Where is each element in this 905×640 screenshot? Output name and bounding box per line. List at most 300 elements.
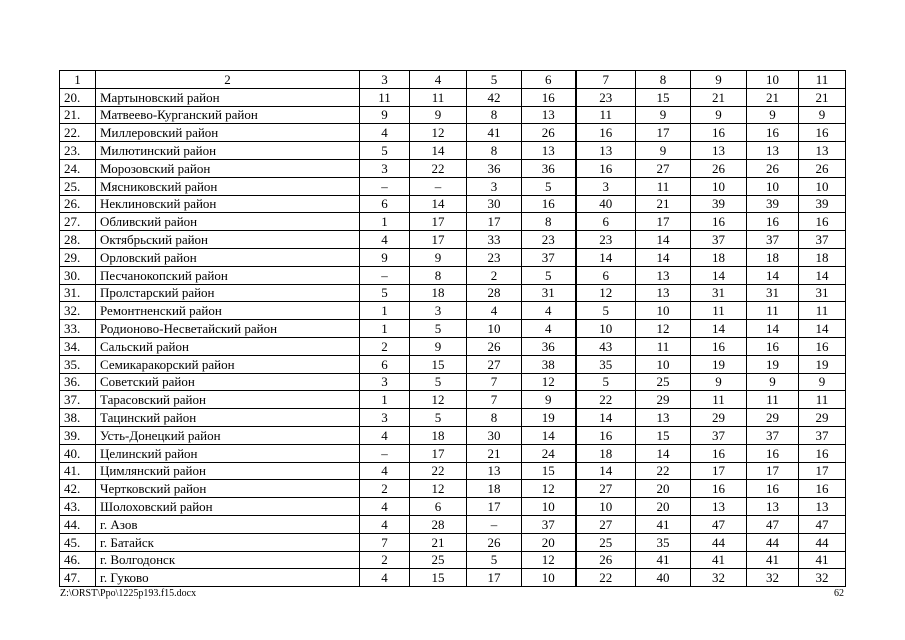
value-cell: 4 [522,320,576,338]
value-cell: 21 [410,533,467,551]
value-cell: 16 [576,159,636,177]
district-name-cell: Шолоховский район [96,498,360,516]
value-cell: 5 [467,551,522,569]
value-cell: 8 [467,106,522,124]
value-cell: 30 [467,195,522,213]
value-cell: 4 [360,569,410,587]
row-number-cell: 36. [60,373,96,391]
value-cell: 3 [576,177,636,195]
value-cell: 31 [799,284,846,302]
value-cell: 10 [747,177,799,195]
value-cell: 10 [636,302,691,320]
footer-file-path: Z:\ORST\Ppo\1225p193.f15.docx [60,588,197,599]
value-cell: 16 [747,444,799,462]
district-name-cell: Цимлянский район [96,462,360,480]
value-cell: 30 [467,426,522,444]
value-cell: 17 [467,569,522,587]
value-cell: 13 [522,142,576,160]
row-number-cell: 44. [60,515,96,533]
value-cell: 12 [522,480,576,498]
value-cell: 2 [360,480,410,498]
value-cell: 41 [691,551,747,569]
value-cell: 40 [576,195,636,213]
table-row [60,337,846,355]
value-cell: 9 [799,106,846,124]
value-cell: 23 [576,88,636,106]
value-cell: 14 [799,320,846,338]
value-cell: 25 [410,551,467,569]
value-cell: 8 [522,213,576,231]
value-cell: 16 [576,124,636,142]
value-cell: 14 [576,248,636,266]
value-cell: 10 [691,177,747,195]
header-cell: 5 [467,71,522,89]
district-name-cell: Милютинский район [96,142,360,160]
value-cell: 9 [747,106,799,124]
value-cell: 11 [799,302,846,320]
row-number-cell: 45. [60,533,96,551]
value-cell: 13 [576,142,636,160]
value-cell: 13 [747,142,799,160]
value-cell: 10 [636,355,691,373]
value-cell: 41 [636,551,691,569]
value-cell: – [467,515,522,533]
page-number: 62 [834,588,844,599]
value-cell: 22 [410,462,467,480]
value-cell: 12 [522,551,576,569]
value-cell: 6 [576,266,636,284]
district-name-cell: Песчанокопский район [96,266,360,284]
value-cell: 32 [799,569,846,587]
value-cell: 20 [636,498,691,516]
value-cell: 36 [522,159,576,177]
value-cell: 8 [410,266,467,284]
value-cell: 15 [636,426,691,444]
district-name-cell: Пролстарский район [96,284,360,302]
value-cell: 10 [522,498,576,516]
district-name-cell: Родионово-Несветайский район [96,320,360,338]
value-cell: 17 [467,213,522,231]
value-cell: 4 [360,515,410,533]
value-cell: 11 [636,337,691,355]
value-cell: 13 [636,284,691,302]
value-cell: 3 [360,409,410,427]
value-cell: 29 [799,409,846,427]
value-cell: 3 [360,159,410,177]
row-number-cell: 22. [60,124,96,142]
value-cell: 14 [576,462,636,480]
value-cell: 9 [522,391,576,409]
district-name-cell: Сальский район [96,337,360,355]
value-cell: 11 [410,88,467,106]
value-cell: 15 [410,569,467,587]
row-number-cell: 31. [60,284,96,302]
value-cell: 13 [691,142,747,160]
value-cell: 13 [691,498,747,516]
value-cell: 16 [747,213,799,231]
row-number-cell: 35. [60,355,96,373]
value-cell: 29 [747,409,799,427]
value-cell: 9 [636,106,691,124]
value-cell: 9 [691,106,747,124]
value-cell: 7 [467,391,522,409]
table-row [60,444,846,462]
header-cell: 7 [576,71,636,89]
value-cell: 33 [467,231,522,249]
district-name-cell: Советский район [96,373,360,391]
district-name-cell: Семикаракорский район [96,355,360,373]
value-cell: 15 [522,462,576,480]
value-cell: 44 [691,533,747,551]
value-cell: 9 [410,248,467,266]
district-name-cell: Мясниковский район [96,177,360,195]
value-cell: 37 [747,231,799,249]
value-cell: 11 [799,391,846,409]
value-cell: 18 [576,444,636,462]
district-name-cell: г. Батайск [96,533,360,551]
header-cell: 4 [410,71,467,89]
table-body [60,71,846,587]
table-row [60,177,846,195]
value-cell: 5 [360,284,410,302]
value-cell: 16 [691,124,747,142]
value-cell: 13 [747,498,799,516]
value-cell: 35 [576,355,636,373]
value-cell: 14 [799,266,846,284]
district-name-cell: Миллеровский район [96,124,360,142]
value-cell: 18 [410,284,467,302]
value-cell: 10 [799,177,846,195]
value-cell: 12 [522,373,576,391]
value-cell: 14 [691,320,747,338]
value-cell: 25 [636,373,691,391]
value-cell: 11 [691,302,747,320]
value-cell: 18 [410,426,467,444]
value-cell: 42 [467,88,522,106]
row-number-cell: 30. [60,266,96,284]
value-cell: 16 [691,444,747,462]
value-cell: 37 [522,248,576,266]
value-cell: 41 [636,515,691,533]
value-cell: 17 [410,213,467,231]
district-name-cell: Тацинский район [96,409,360,427]
value-cell: 17 [467,498,522,516]
value-cell: 8 [467,142,522,160]
value-cell: 27 [636,159,691,177]
table-row [60,106,846,124]
value-cell: 5 [522,266,576,284]
header-cell: 11 [799,71,846,89]
value-cell: 1 [360,302,410,320]
value-cell: 14 [691,266,747,284]
value-cell: 14 [747,266,799,284]
table-header-row [60,71,846,89]
value-cell: 19 [691,355,747,373]
value-cell: 16 [691,480,747,498]
value-cell: 11 [747,391,799,409]
value-cell: 43 [576,337,636,355]
value-cell: 14 [576,409,636,427]
district-name-cell: Морозовский район [96,159,360,177]
table-row [60,124,846,142]
value-cell: 13 [636,266,691,284]
value-cell: 23 [522,231,576,249]
value-cell: 11 [747,302,799,320]
value-cell: 36 [522,337,576,355]
value-cell: 14 [522,426,576,444]
value-cell: 32 [747,569,799,587]
value-cell: 5 [522,177,576,195]
value-cell: 4 [360,231,410,249]
value-cell: 26 [576,551,636,569]
value-cell: 17 [636,124,691,142]
row-number-cell: 26. [60,195,96,213]
value-cell: 6 [410,498,467,516]
value-cell: 21 [691,88,747,106]
value-cell: 44 [747,533,799,551]
value-cell: 5 [410,409,467,427]
table-row [60,195,846,213]
row-number-cell: 37. [60,391,96,409]
value-cell: 22 [576,391,636,409]
value-cell: 26 [747,159,799,177]
value-cell: 4 [360,426,410,444]
value-cell: 37 [747,426,799,444]
value-cell: 24 [522,444,576,462]
value-cell: 37 [691,231,747,249]
value-cell: 31 [747,284,799,302]
value-cell: 12 [410,124,467,142]
value-cell: 3 [360,373,410,391]
value-cell: 37 [522,515,576,533]
value-cell: 16 [799,337,846,355]
value-cell: 12 [576,284,636,302]
value-cell: 10 [576,320,636,338]
value-cell: 4 [360,124,410,142]
row-number-cell: 40. [60,444,96,462]
value-cell: 21 [747,88,799,106]
value-cell: 2 [360,551,410,569]
row-number-cell: 20. [60,88,96,106]
value-cell: 14 [410,142,467,160]
table-row [60,462,846,480]
row-number-cell: 41. [60,462,96,480]
row-number-cell: 33. [60,320,96,338]
value-cell: 47 [691,515,747,533]
value-cell: 9 [691,373,747,391]
district-name-cell: Обливский район [96,213,360,231]
value-cell: 9 [410,337,467,355]
value-cell: 13 [799,142,846,160]
value-cell: 19 [747,355,799,373]
value-cell: 10 [576,498,636,516]
value-cell: 31 [691,284,747,302]
value-cell: 26 [522,124,576,142]
district-name-cell: Мартыновский район [96,88,360,106]
value-cell: 6 [360,355,410,373]
value-cell: 37 [799,231,846,249]
value-cell: 17 [636,213,691,231]
header-cell: 8 [636,71,691,89]
value-cell: 16 [576,426,636,444]
value-cell: 16 [747,124,799,142]
value-cell: 44 [799,533,846,551]
value-cell: 11 [636,177,691,195]
value-cell: 1 [360,213,410,231]
value-cell: 6 [360,195,410,213]
value-cell: 37 [691,426,747,444]
value-cell: 7 [467,373,522,391]
value-cell: 12 [410,391,467,409]
value-cell: 22 [576,569,636,587]
table-row [60,355,846,373]
value-cell: 9 [360,106,410,124]
table-row [60,159,846,177]
header-cell: 3 [360,71,410,89]
row-number-cell: 25. [60,177,96,195]
value-cell: 9 [636,142,691,160]
value-cell: 15 [636,88,691,106]
value-cell: – [410,177,467,195]
value-cell: 26 [467,533,522,551]
value-cell: 18 [799,248,846,266]
table-row [60,302,846,320]
header-cell: 9 [691,71,747,89]
value-cell: 16 [747,480,799,498]
value-cell: 9 [360,248,410,266]
value-cell: 4 [467,302,522,320]
value-cell: 10 [467,320,522,338]
value-cell: 13 [522,106,576,124]
row-number-cell: 42. [60,480,96,498]
row-number-cell: 47. [60,569,96,587]
value-cell: 16 [799,213,846,231]
value-cell: 20 [636,480,691,498]
value-cell: 17 [410,444,467,462]
row-number-cell: 39. [60,426,96,444]
value-cell: 2 [467,266,522,284]
value-cell: 28 [410,515,467,533]
table-row [60,515,846,533]
value-cell: 32 [691,569,747,587]
table-row [60,88,846,106]
value-cell: 16 [691,213,747,231]
value-cell: 14 [747,320,799,338]
value-cell: 17 [747,462,799,480]
value-cell: – [360,177,410,195]
district-name-cell: Целинский район [96,444,360,462]
value-cell: 13 [467,462,522,480]
value-cell: – [360,444,410,462]
row-number-cell: 46. [60,551,96,569]
row-number-cell: 34. [60,337,96,355]
value-cell: 14 [636,444,691,462]
value-cell: 47 [799,515,846,533]
value-cell: 13 [799,498,846,516]
value-cell: 26 [467,337,522,355]
value-cell: 17 [410,231,467,249]
value-cell: 25 [576,533,636,551]
value-cell: 28 [467,284,522,302]
value-cell: 16 [691,337,747,355]
value-cell: 35 [636,533,691,551]
value-cell: 22 [636,462,691,480]
value-cell: 16 [522,88,576,106]
value-cell: 47 [747,515,799,533]
value-cell: 14 [410,195,467,213]
table-row [60,284,846,302]
value-cell: 21 [467,444,522,462]
district-name-cell: Матвеево-Курганский район [96,106,360,124]
row-number-cell: 43. [60,498,96,516]
value-cell: 27 [467,355,522,373]
table-row [60,533,846,551]
value-cell: 36 [467,159,522,177]
table-row [60,231,846,249]
value-cell: 31 [522,284,576,302]
value-cell: 38 [522,355,576,373]
table-row [60,213,846,231]
row-number-cell: 32. [60,302,96,320]
row-number-cell: 28. [60,231,96,249]
value-cell: 15 [410,355,467,373]
value-cell: 39 [691,195,747,213]
value-cell: 9 [747,373,799,391]
value-cell: 16 [799,480,846,498]
value-cell: 41 [799,551,846,569]
value-cell: 37 [799,426,846,444]
table-row [60,409,846,427]
value-cell: 12 [636,320,691,338]
value-cell: 14 [636,248,691,266]
value-cell: 41 [747,551,799,569]
table-row [60,426,846,444]
table-row [60,480,846,498]
value-cell: 17 [799,462,846,480]
row-number-cell: 24. [60,159,96,177]
value-cell: 19 [522,409,576,427]
value-cell: 6 [576,213,636,231]
value-cell: 40 [636,569,691,587]
table-row [60,498,846,516]
header-cell: 6 [522,71,576,89]
value-cell: 4 [360,498,410,516]
row-number-cell: 21. [60,106,96,124]
table-row [60,551,846,569]
value-cell: 16 [522,195,576,213]
header-cell: 1 [60,71,96,89]
value-cell: 26 [691,159,747,177]
header-cell: 2 [96,71,360,89]
value-cell: 16 [747,337,799,355]
value-cell: 17 [691,462,747,480]
value-cell: 16 [799,124,846,142]
value-cell: 23 [467,248,522,266]
value-cell: 5 [576,373,636,391]
value-cell: 14 [636,231,691,249]
district-name-cell: Октябрьский район [96,231,360,249]
value-cell: 3 [410,302,467,320]
value-cell: 11 [576,106,636,124]
district-name-cell: Ремонтненский район [96,302,360,320]
value-cell: 4 [360,462,410,480]
district-name-cell: г. Волгодонск [96,551,360,569]
table-row [60,248,846,266]
table-row [60,266,846,284]
value-cell: 1 [360,320,410,338]
value-cell: 16 [799,444,846,462]
value-cell: 29 [691,409,747,427]
